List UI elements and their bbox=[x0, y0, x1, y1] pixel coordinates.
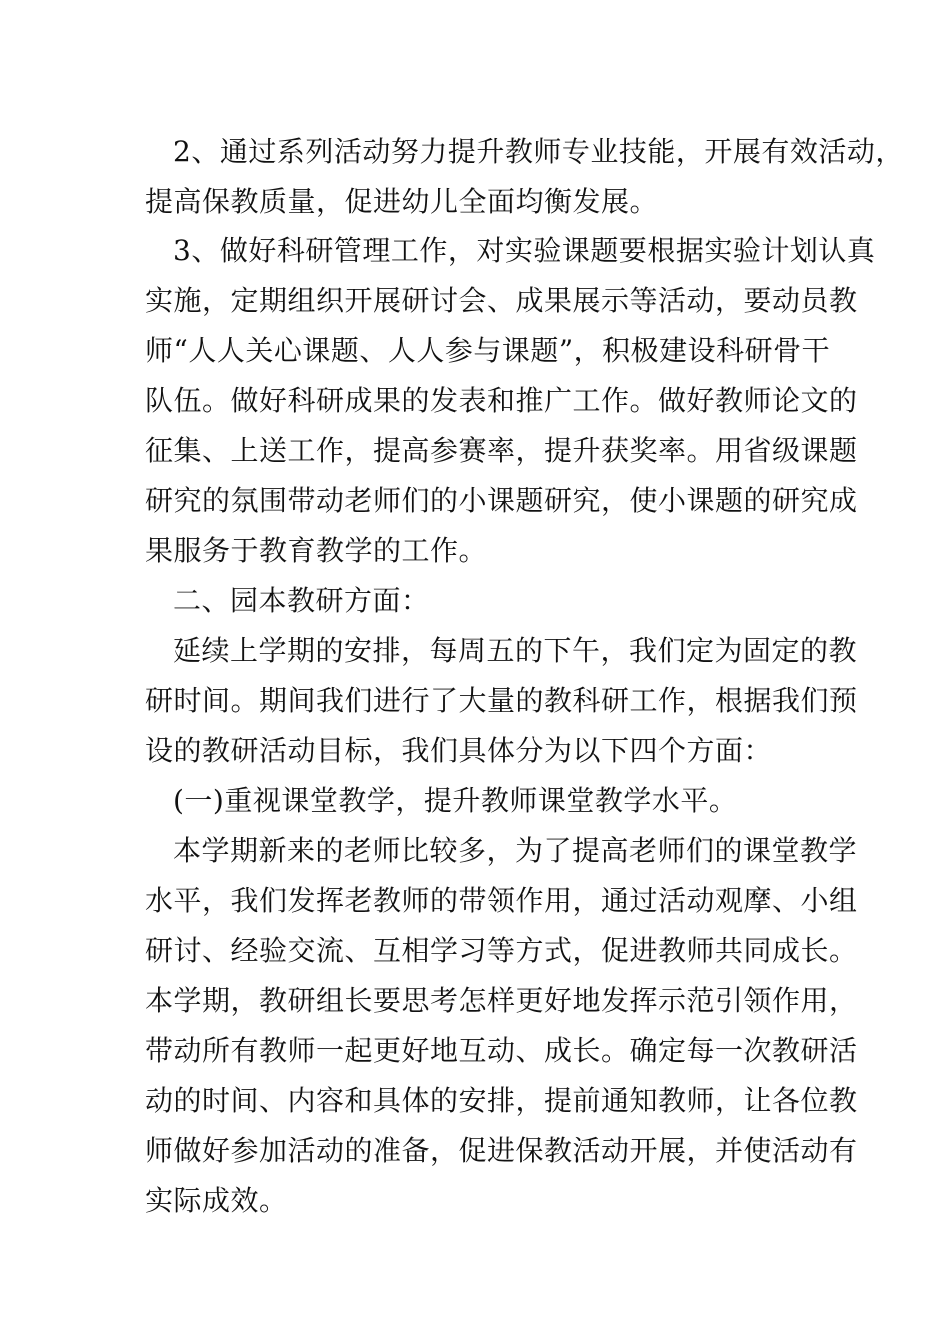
text-line: 2、通过系列活动努力提升教师专业技能，开展有效活动， bbox=[173, 135, 904, 168]
text-line: 师“人人关心课题、人人参与课题”，积极建设科研骨干 bbox=[145, 334, 831, 367]
text-line: 水平，我们发挥老教师的带领作用，通过活动观摩、小组 bbox=[145, 884, 858, 917]
text-line: 延续上学期的安排，每周五的下午，我们定为固定的教 bbox=[173, 634, 858, 667]
text-line: 研讨、经验交流、互相学习等方式，促进教师共同成长。 bbox=[145, 934, 858, 967]
section-heading: 二、园本教研方面： bbox=[173, 584, 430, 617]
text-line: 本学期，教研组长要思考怎样更好地发挥示范引领作用， bbox=[145, 984, 858, 1017]
text-line: 本学期新来的老师比较多，为了提高老师们的课堂教学 bbox=[173, 834, 858, 867]
text-line: 提高保教质量，促进幼儿全面均衡发展。 bbox=[145, 185, 659, 218]
text-line: 带动所有教师一起更好地互动、成长。确定每一次教研活 bbox=[145, 1034, 858, 1067]
text-line: 研究的氛围带动老师们的小课题研究，使小课题的研究成 bbox=[145, 484, 858, 517]
text-line: 实际成效。 bbox=[145, 1184, 288, 1217]
text-line: 设的教研活动目标，我们具体分为以下四个方面： bbox=[145, 734, 773, 767]
text-line: 队伍。做好科研成果的发表和推广工作。做好教师论文的 bbox=[145, 384, 858, 417]
text-line: 征集、上送工作，提高参赛率，提升获奖率。用省级课题 bbox=[145, 434, 858, 467]
text-line: 实施，定期组织开展研讨会、成果展示等活动，要动员教 bbox=[145, 284, 858, 317]
text-line: 研时间。期间我们进行了大量的教科研工作，根据我们预 bbox=[145, 684, 858, 717]
text-line: 果服务于教育教学的工作。 bbox=[145, 534, 488, 567]
text-line: 3、做好科研管理工作，对实验课题要根据实验计划认真 bbox=[173, 234, 876, 267]
text-line: 动的时间、内容和具体的安排，提前通知教师，让各位教 bbox=[145, 1084, 858, 1117]
subsection-heading: (一)重视课堂教学，提升教师课堂教学水平。 bbox=[173, 784, 738, 817]
text-line: 师做好参加活动的准备，促进保教活动开展，并使活动有 bbox=[145, 1134, 858, 1167]
